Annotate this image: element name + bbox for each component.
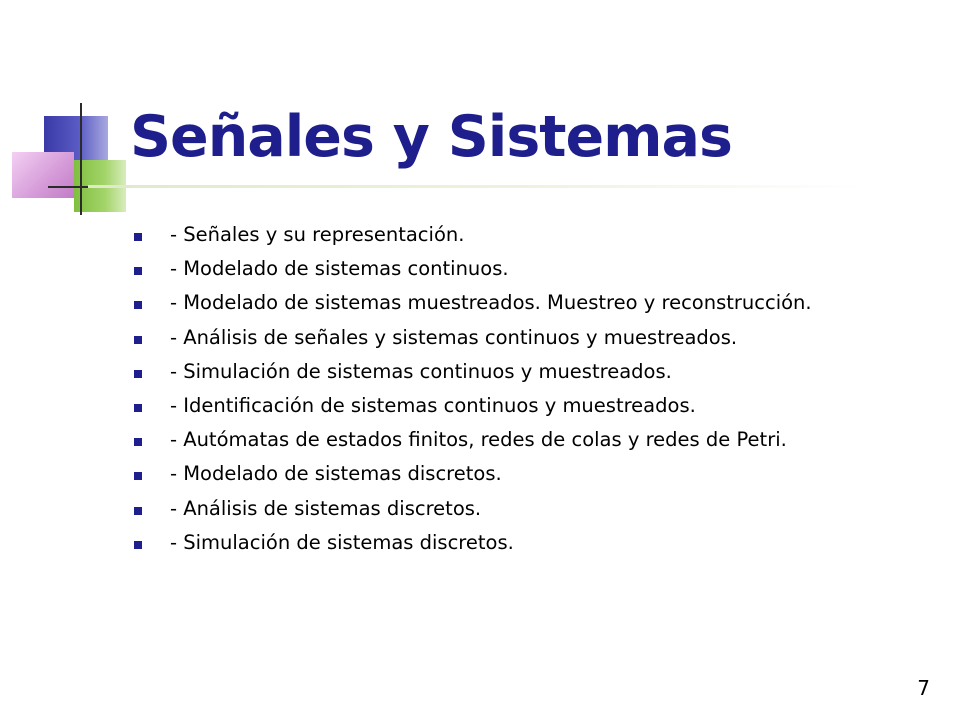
- bullet-item: [134, 496, 812, 530]
- bullet-text: - Análisis de señales y sistemas continuos y muestreados.: [170, 325, 738, 349]
- bullet-text: - Simulación de sistemas discretos.: [170, 530, 514, 554]
- bullet-text: - Análisis de sistemas discretos.: [170, 496, 482, 520]
- bullet-square-icon: [134, 404, 142, 412]
- bullet-square-icon: [134, 541, 142, 549]
- bullet-square-icon: [134, 301, 142, 309]
- bullet-square-icon: [134, 370, 142, 378]
- bullet-item: [134, 256, 812, 290]
- bullet-square-icon: [134, 507, 142, 515]
- bullet-list: [134, 222, 812, 564]
- bullet-text: - Señales y su representación.: [170, 223, 465, 246]
- slide-title: Señales y Sistemas: [130, 104, 732, 170]
- bullet-item: [134, 325, 812, 359]
- bullet-square-icon: [134, 438, 142, 446]
- bullet-item: [134, 461, 812, 495]
- bullet-square-icon: [134, 472, 142, 480]
- bullet-item: [134, 290, 812, 324]
- page-number: 7: [917, 676, 930, 700]
- decorative-pink-square: [12, 152, 74, 198]
- bullet-square-icon: [134, 336, 142, 344]
- bullet-text: - Modelado de sistemas continuos.: [170, 257, 509, 281]
- bullet-item: [134, 359, 812, 393]
- bullet-text: - Identificación de sistemas continuos y muestreados.: [170, 393, 696, 417]
- title-underline: [88, 185, 868, 188]
- bullet-item: [134, 427, 812, 461]
- bullet-item: [134, 222, 812, 256]
- bullet-square-icon: [134, 233, 142, 241]
- bullet-text: - Autómatas de estados finitos, redes de colas y redes de Petri.: [170, 428, 787, 452]
- bullet-text: - Simulación de sistemas continuos y muestreados.: [170, 359, 672, 383]
- bullet-text: - Modelado de sistemas muestreados. Muestreo y reconstrucción.: [170, 291, 812, 315]
- decorative-vertical-line: [80, 103, 82, 215]
- bullet-text: - Modelado de sistemas discretos.: [170, 462, 502, 486]
- bullet-square-icon: [134, 267, 142, 275]
- bullet-item: [134, 530, 812, 564]
- bullet-item: [134, 393, 812, 427]
